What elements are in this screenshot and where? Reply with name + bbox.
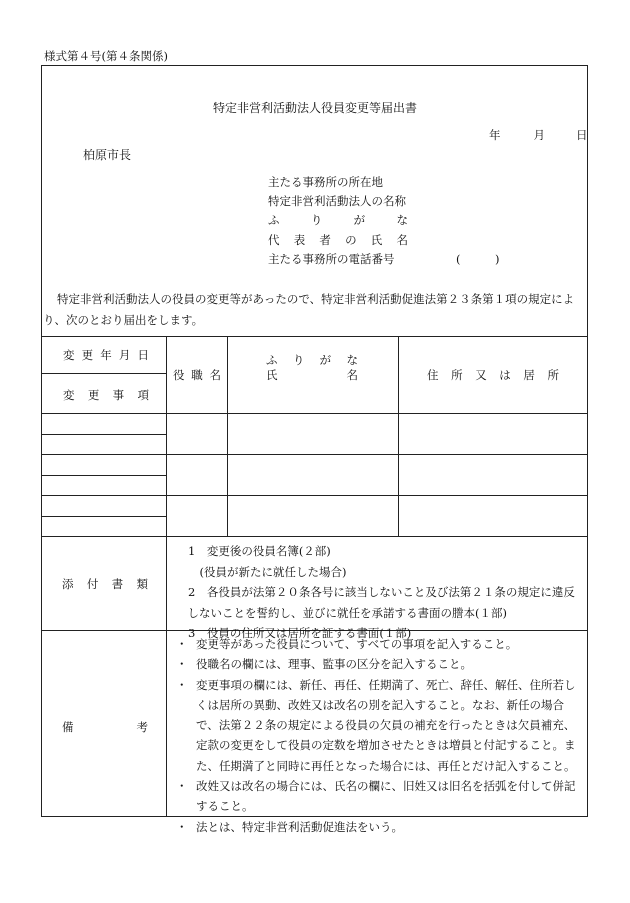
sender-office-address-label: 主たる事務所の所在地 bbox=[268, 175, 383, 189]
document-title: 特定非営利活動法人役員変更等届出書 bbox=[212, 101, 417, 115]
date-year: 年 bbox=[489, 128, 501, 142]
note-item: ・ 法とは、特定非営利活動促進法をいう。 bbox=[176, 817, 584, 837]
sender-representative-label: 代 表 者 の 氏 名 bbox=[268, 233, 408, 247]
note-item: ・ 役職名の欄には、理事、監事の区分を記入すること。 bbox=[176, 654, 584, 674]
attachment-item: しないことを誓約し、並びに就任を承諾する書面の謄本(１部) bbox=[176, 605, 507, 620]
bullet-icon: ・ bbox=[176, 637, 188, 651]
header-change-date: 変 更 年 月 日 bbox=[63, 348, 149, 362]
divider-header-bottom bbox=[41, 413, 588, 414]
sender-corp-name-label: 特定非営利活動法人の名称 bbox=[268, 194, 406, 208]
attachments-label: 添 付 書 類 bbox=[62, 577, 148, 591]
bullet-icon: ・ bbox=[176, 779, 188, 794]
date-day: 日 bbox=[576, 128, 588, 142]
sender-phone-paren: ( ) bbox=[456, 252, 500, 266]
notes-list bbox=[176, 634, 584, 837]
divider-row-2a bbox=[41, 475, 166, 476]
header-name: 氏 名 bbox=[266, 368, 358, 382]
divider-top-section bbox=[41, 336, 588, 337]
attachments-list bbox=[176, 541, 575, 644]
attachment-item: 1 変更後の役員名簿(２部) bbox=[188, 544, 331, 558]
bullet-icon: ・ bbox=[176, 677, 188, 692]
addressee: 柏原市長 bbox=[83, 148, 132, 162]
body-text: 特定非営利活動法人の役員の変更等があったので、特定非営利活動促進法第２３条第１項の規定により、次のとおり届出をします。 bbox=[43, 292, 575, 327]
date-line bbox=[489, 127, 588, 143]
note-item: ・ 改姓又は改名の場合には、氏名の欄に、旧姓又は旧名を括弧を付して併記すること。 bbox=[176, 776, 584, 817]
divider-col-name bbox=[398, 336, 399, 536]
divider-col-position bbox=[227, 336, 228, 536]
divider-row-3a bbox=[41, 516, 166, 517]
divider-row-2 bbox=[41, 495, 588, 496]
note-item: ・ 変更等があった役員について、すべての事項を記入すること。 bbox=[176, 634, 584, 654]
notes-label: 備 考 bbox=[62, 720, 148, 734]
divider-rows-bottom bbox=[41, 536, 588, 537]
header-position: 役 職 名 bbox=[173, 368, 221, 382]
header-address: 住 所 又 は 居 所 bbox=[427, 368, 559, 382]
date-month: 月 bbox=[533, 128, 545, 142]
note-item: ・ 変更事項の欄には、新任、再任、任期満了、死亡、辞任、解任、住所若しくは居所の異動、改姓又は改名の別を記入すること。なお、新任の場合で、法第２２条の規定による役員の欠員の補充を行ったときは欠員補充、定款の変更をして役員の定数を増加させたときは増員と付記すること。また、任期満了と同時に再任となった場合には、再任とだけ記入すること。 bbox=[176, 675, 584, 776]
attachment-item: 2 各役員が法第２０条各号に該当しないこと及び法第２１条の規定に違反 bbox=[188, 585, 575, 599]
sender-phone-label: 主たる事務所の電話番号 bbox=[268, 252, 395, 266]
bullet-icon: ・ bbox=[176, 657, 188, 672]
divider-row-1a bbox=[41, 434, 166, 435]
sender-furigana-label: ふ り が な bbox=[268, 213, 408, 227]
bullet-icon: ・ bbox=[176, 819, 188, 834]
divider-header-left-mid bbox=[41, 373, 166, 374]
attachment-item: 3 役員の住所又は居所を証する書面(１部) bbox=[188, 626, 412, 640]
header-furigana: ふ り が な bbox=[266, 353, 358, 367]
attachment-item: (役員が新たに就任した場合) bbox=[188, 564, 347, 579]
divider-col-left bbox=[166, 336, 167, 817]
form-number: 様式第４号(第４条関係) bbox=[44, 49, 168, 63]
divider-row-1 bbox=[41, 454, 588, 455]
header-change-item: 変 更 事 項 bbox=[63, 388, 149, 402]
